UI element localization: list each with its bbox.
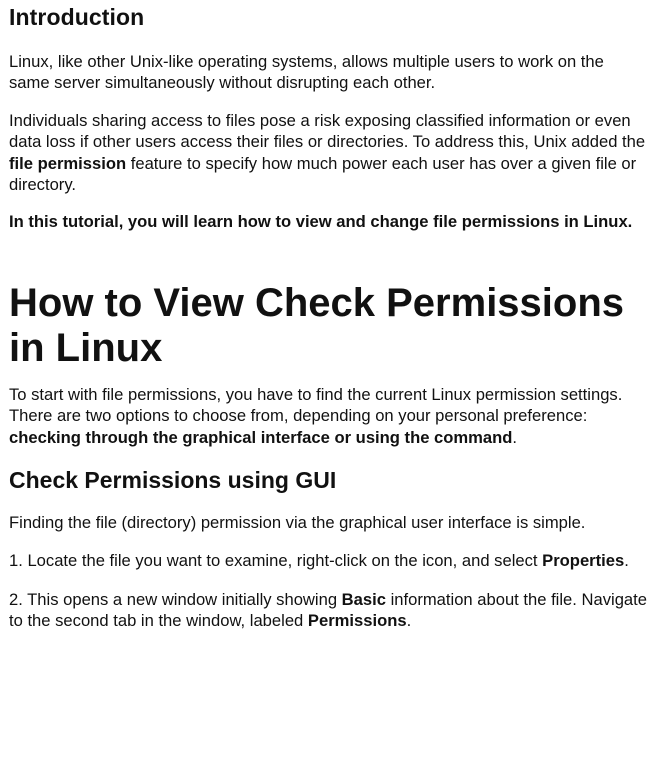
view-permissions-paragraph: [9, 384, 649, 448]
gui-step-2: [9, 589, 649, 632]
basic-emphasis: Basic: [341, 589, 386, 609]
intro-paragraph-1: Linux, like other Unix-like operating systems, allows multiple users to work on the same server simultaneously without disrupting each other.: [9, 52, 604, 93]
view-permissions-text-a: To start with file permissions, you have to find the current Linux permission settings. There are two options to choose from, depending on your personal preference:: [9, 384, 623, 426]
check-permissions-gui-heading: Check Permissions using GUI: [9, 467, 337, 494]
article-content: [9, 0, 649, 632]
gui-step-1-text-a: 1. Locate the file you want to examine, right-click on the icon, and select: [9, 551, 543, 571]
gui-step-2-text-c: .: [406, 611, 412, 631]
options-emphasis: checking through the graphical interface or using the command: [9, 427, 513, 447]
gui-step-2-text-a: 2. This opens a new window initially showing: [9, 589, 342, 609]
view-permissions-heading: How to View Check Permissions in Linux: [9, 280, 625, 370]
permissions-emphasis: Permissions: [307, 611, 407, 631]
view-permissions-text-b: .: [512, 427, 518, 447]
tutorial-summary: In this tutorial, you will learn how to view and change file permissions in Linux.: [9, 212, 633, 232]
gui-step-1: [9, 550, 649, 571]
gui-step-2-text-b: information about the file. Navigate to the second tab in the window, labeled: [9, 589, 647, 631]
gui-intro-paragraph: Finding the file (directory) permission via the graphical user interface is simple.: [9, 513, 586, 533]
intro-paragraph-2-text-b: feature to specify how much power each user has over a given file or directory.: [9, 153, 637, 195]
properties-emphasis: Properties: [542, 551, 625, 571]
intro-paragraph-2: [9, 110, 649, 196]
file-permission-emphasis: file permission: [9, 153, 127, 173]
introduction-heading: Introduction: [9, 4, 145, 30]
gui-step-1-text-b: .: [624, 551, 629, 571]
intro-paragraph-2-text-a: Individuals sharing access to files pose a risk exposing classified information or even data loss if other users access their files or directories. To address this, Unix added the: [9, 110, 646, 152]
